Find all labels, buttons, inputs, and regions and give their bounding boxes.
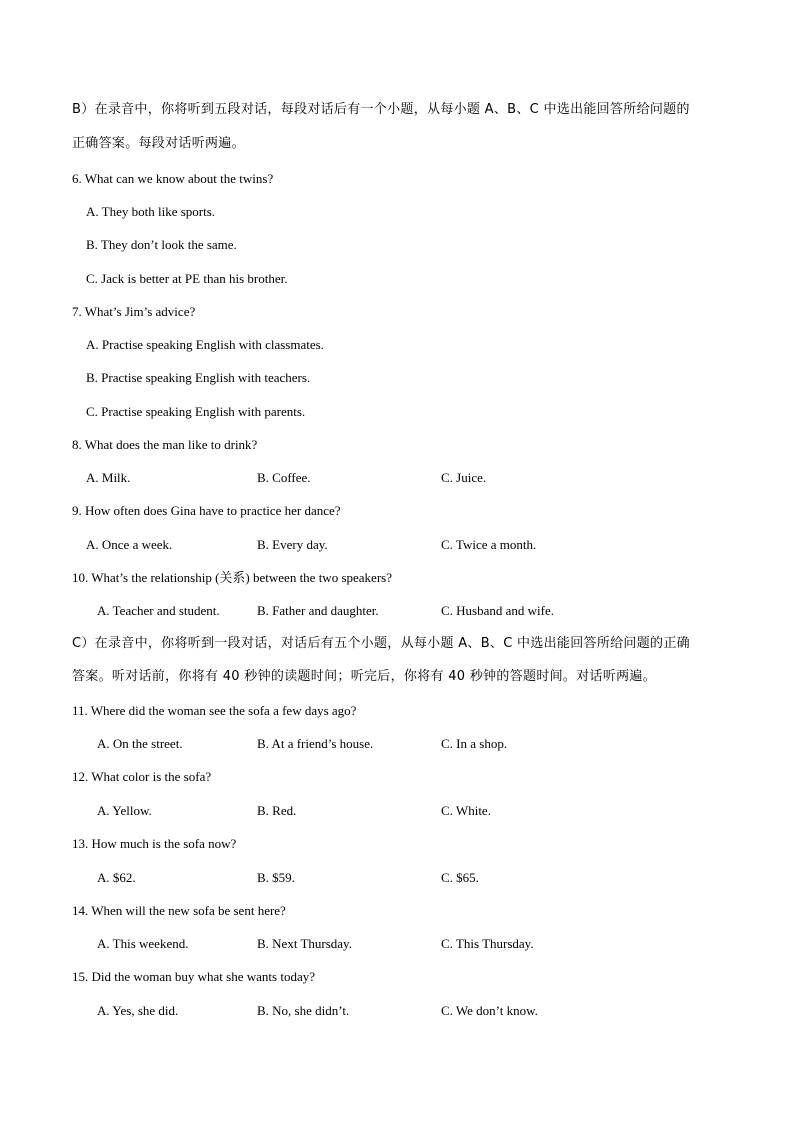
question-10-option-c[interactable]: C. Husband and wife. xyxy=(441,603,555,618)
question-12: 12. What color is the sofa? xyxy=(72,769,212,784)
question-11-option-c[interactable]: C. In a shop. xyxy=(441,736,508,751)
question-13-option-c[interactable]: C. $65. xyxy=(441,870,479,885)
question-14: 14. When will the new sofa be sent here? xyxy=(72,903,286,918)
section-b-instruction-line2: 正确答案。每段对话听两遍。 xyxy=(72,136,245,151)
question-12-option-c[interactable]: C. White. xyxy=(441,803,491,818)
section-b-instruction-line1: B）在录音中，你将听到五段对话，每段对话后有一个小题，从每小题 A、B、C 中选出能回答所给问题的 xyxy=(72,102,690,117)
question-15: 15. Did the woman buy what she wants today? xyxy=(72,969,315,984)
question-11: 11. Where did the woman see the sofa a few days ago? xyxy=(72,703,357,718)
question-7-option-a[interactable]: A. Practise speaking English with classmates. xyxy=(86,337,324,352)
question-10: 10. What’s the relationship (关系) between the two speakers? xyxy=(72,570,392,585)
question-11-option-b[interactable]: B. At a friend’s house. xyxy=(257,736,374,751)
question-10-option-b[interactable]: B. Father and daughter. xyxy=(257,603,379,618)
question-6-option-c[interactable]: C. Jack is better at PE than his brother. xyxy=(86,271,288,286)
question-6: 6. What can we know about the twins? xyxy=(72,171,274,186)
question-11-option-a[interactable]: A. On the street. xyxy=(97,736,183,751)
question-7-option-c[interactable]: C. Practise speaking English with parents. xyxy=(86,404,306,419)
question-12-option-a[interactable]: A. Yellow. xyxy=(97,803,152,818)
question-15-option-b[interactable]: B. No, she didn’t. xyxy=(257,1003,350,1018)
question-7: 7. What’s Jim’s advice? xyxy=(72,304,196,319)
question-14-option-b[interactable]: B. Next Thursday. xyxy=(257,936,352,951)
question-15-option-a[interactable]: A. Yes, she did. xyxy=(97,1003,179,1018)
question-13: 13. How much is the sofa now? xyxy=(72,836,237,851)
question-8-option-c[interactable]: C. Juice. xyxy=(441,470,487,485)
section-c-instruction-line1: C）在录音中，你将听到一段对话，对话后有五个小题，从每小题 A、B、C 中选出能回答所给问题的正确 xyxy=(72,636,690,651)
question-8-option-a[interactable]: A. Milk. xyxy=(86,470,131,485)
section-c-instruction-line2: 答案。听对话前，你将有 40 秒钟的读题时间；听完后，你将有 40 秒钟的答题时间。对话听两遍。 xyxy=(72,669,657,684)
question-7-option-b[interactable]: B. Practise speaking English with teachers. xyxy=(86,370,311,385)
question-9-option-a[interactable]: A. Once a week. xyxy=(86,537,173,552)
question-9: 9. How often does Gina have to practice her dance? xyxy=(72,503,341,518)
question-15-option-c[interactable]: C. We don’t know. xyxy=(441,1003,538,1018)
question-8-option-b[interactable]: B. Coffee. xyxy=(257,470,311,485)
question-8: 8. What does the man like to drink? xyxy=(72,437,258,452)
question-14-option-a[interactable]: A. This weekend. xyxy=(97,936,189,951)
question-10-option-a[interactable]: A. Teacher and student. xyxy=(97,603,220,618)
question-12-option-b[interactable]: B. Red. xyxy=(257,803,297,818)
question-13-option-b[interactable]: B. $59. xyxy=(257,870,295,885)
question-14-option-c[interactable]: C. This Thursday. xyxy=(441,936,534,951)
question-6-option-b[interactable]: B. They don’t look the same. xyxy=(86,237,237,252)
question-6-option-a[interactable]: A. They both like sports. xyxy=(86,204,216,219)
question-9-option-b[interactable]: B. Every day. xyxy=(257,537,328,552)
question-9-option-c[interactable]: C. Twice a month. xyxy=(441,537,537,552)
question-13-option-a[interactable]: A. $62. xyxy=(97,870,136,885)
